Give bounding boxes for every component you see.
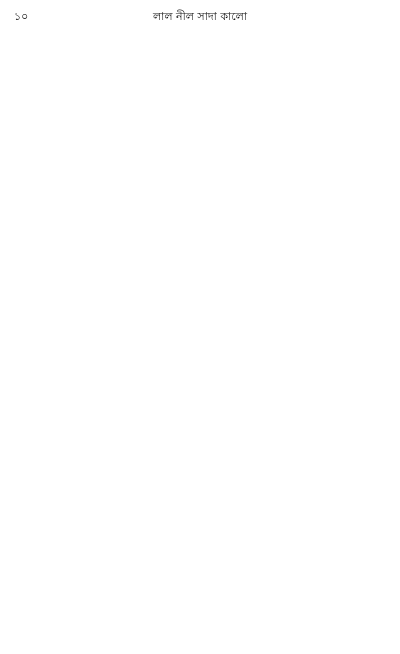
running-title: লাল নীল সাদা কালো — [152, 10, 248, 23]
page-header — [14, 8, 386, 26]
body-text — [14, 34, 386, 644]
page-number: ১০ — [14, 10, 29, 23]
